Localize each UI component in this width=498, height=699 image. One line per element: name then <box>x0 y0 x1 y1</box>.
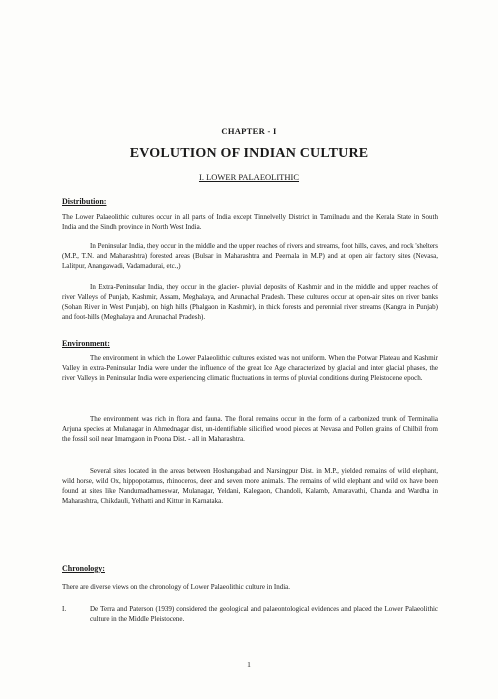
distribution-paragraph-2: In Peninsular India, they occur in the middle and the upper reaches of rivers and streams, foot hills, caves, and rock 'shelters (M.P., T.N. and Maharashtra) forested areas (Bulsar in Maharashtra and Peernala in M.P) and at open air factory sites (Nevasa, Lalitpur, Anangawadi, Vadamadurai, etc.,) <box>62 242 438 270</box>
chronology-heading: Chronology: <box>62 564 105 573</box>
distribution-paragraph-1: The Lower Palaeolithic cultures occur in all parts of India except Tinnelvelly District in Tamilnadu and the Kerala State in South India and the Sindh province in North West India. <box>62 213 438 231</box>
environment-paragraph-2: The environment was rich in flora and fauna. The floral remains occur in the form of a carbonized trunk of Terminalia Arjuna species at Mulanagar in Ahmednagar dist, un-identifiable silicified wood pieces at Nevasa and Pollen grains of Chilbil from the fossil soil near Imamgaon in Poona Dist. - all in Maharashtra. <box>62 415 438 443</box>
environment-paragraph-1: The environment in which the Lower Palaeolithic cultures existed was not uniform. When the Potwar Plateau and Kashmir Valley in extra-Peninsular India were under the influence of the great Ice Age characterized by glacial and inter glacial phases, the river Valleys in Peninsular India were experiencing climatic fluctuations in terms of pluvial conditions during Pleistocene epoch. <box>62 354 438 382</box>
list-item-text: De Terra and Paterson (1939) considered the geological and palaeontological evidences and placed the Lower Palaeolithic culture in the Middle Pleistocene. <box>90 605 438 623</box>
environment-heading: Environment: <box>62 339 110 348</box>
page-number: 1 <box>247 660 251 669</box>
section-subtitle: I. LOWER PALAEOLITHIC <box>198 172 300 182</box>
distribution-heading: Distribution: <box>62 197 107 206</box>
distribution-paragraph-3: In Extra-Peninsular India, they occur in the glacier- pluvial deposits of Kashmir and in the middle and upper reaches of river Valleys of Punjab, Kashmir, Assam, Meghalaya, and Arunachal Pradesh. These cultures occur at open-air sites on river banks (Sohan River in West Punjab), on high hills (Phalgaon in Kashmir), in thick forests and perennial river streams (Kangra in Punjab) and foot-hills (Meghalaya and Arunachal Pradesh). <box>62 283 438 321</box>
chapter-title: EVOLUTION OF INDIAN CULTURE <box>129 146 369 161</box>
list-item-number: I. <box>62 605 67 613</box>
environment-paragraph-3: Several sites located in the areas between Hoshangabad and Narsingpur Dist. in M.P., yielded remains of wild elephant, wild horse, wild Ox, hippopotamus, rhinoceros, deer and seven more animals. The remains of wild elephant and wild ox have been found at sites like Nandumadhameswar, Mulanagar, Yeldani, Kalegaon, Chandoli, Kalamb, Amaravathi, Chanda and Wardha in Maharashtra, Chikdauli, Yelhatti and Kittur in Karnataka. <box>62 467 438 505</box>
chronology-paragraph-1: There are diverse views on the chronology of Lower Palaeolithic culture in India. <box>62 583 291 591</box>
chapter-label: CHAPTER - I <box>221 126 277 136</box>
